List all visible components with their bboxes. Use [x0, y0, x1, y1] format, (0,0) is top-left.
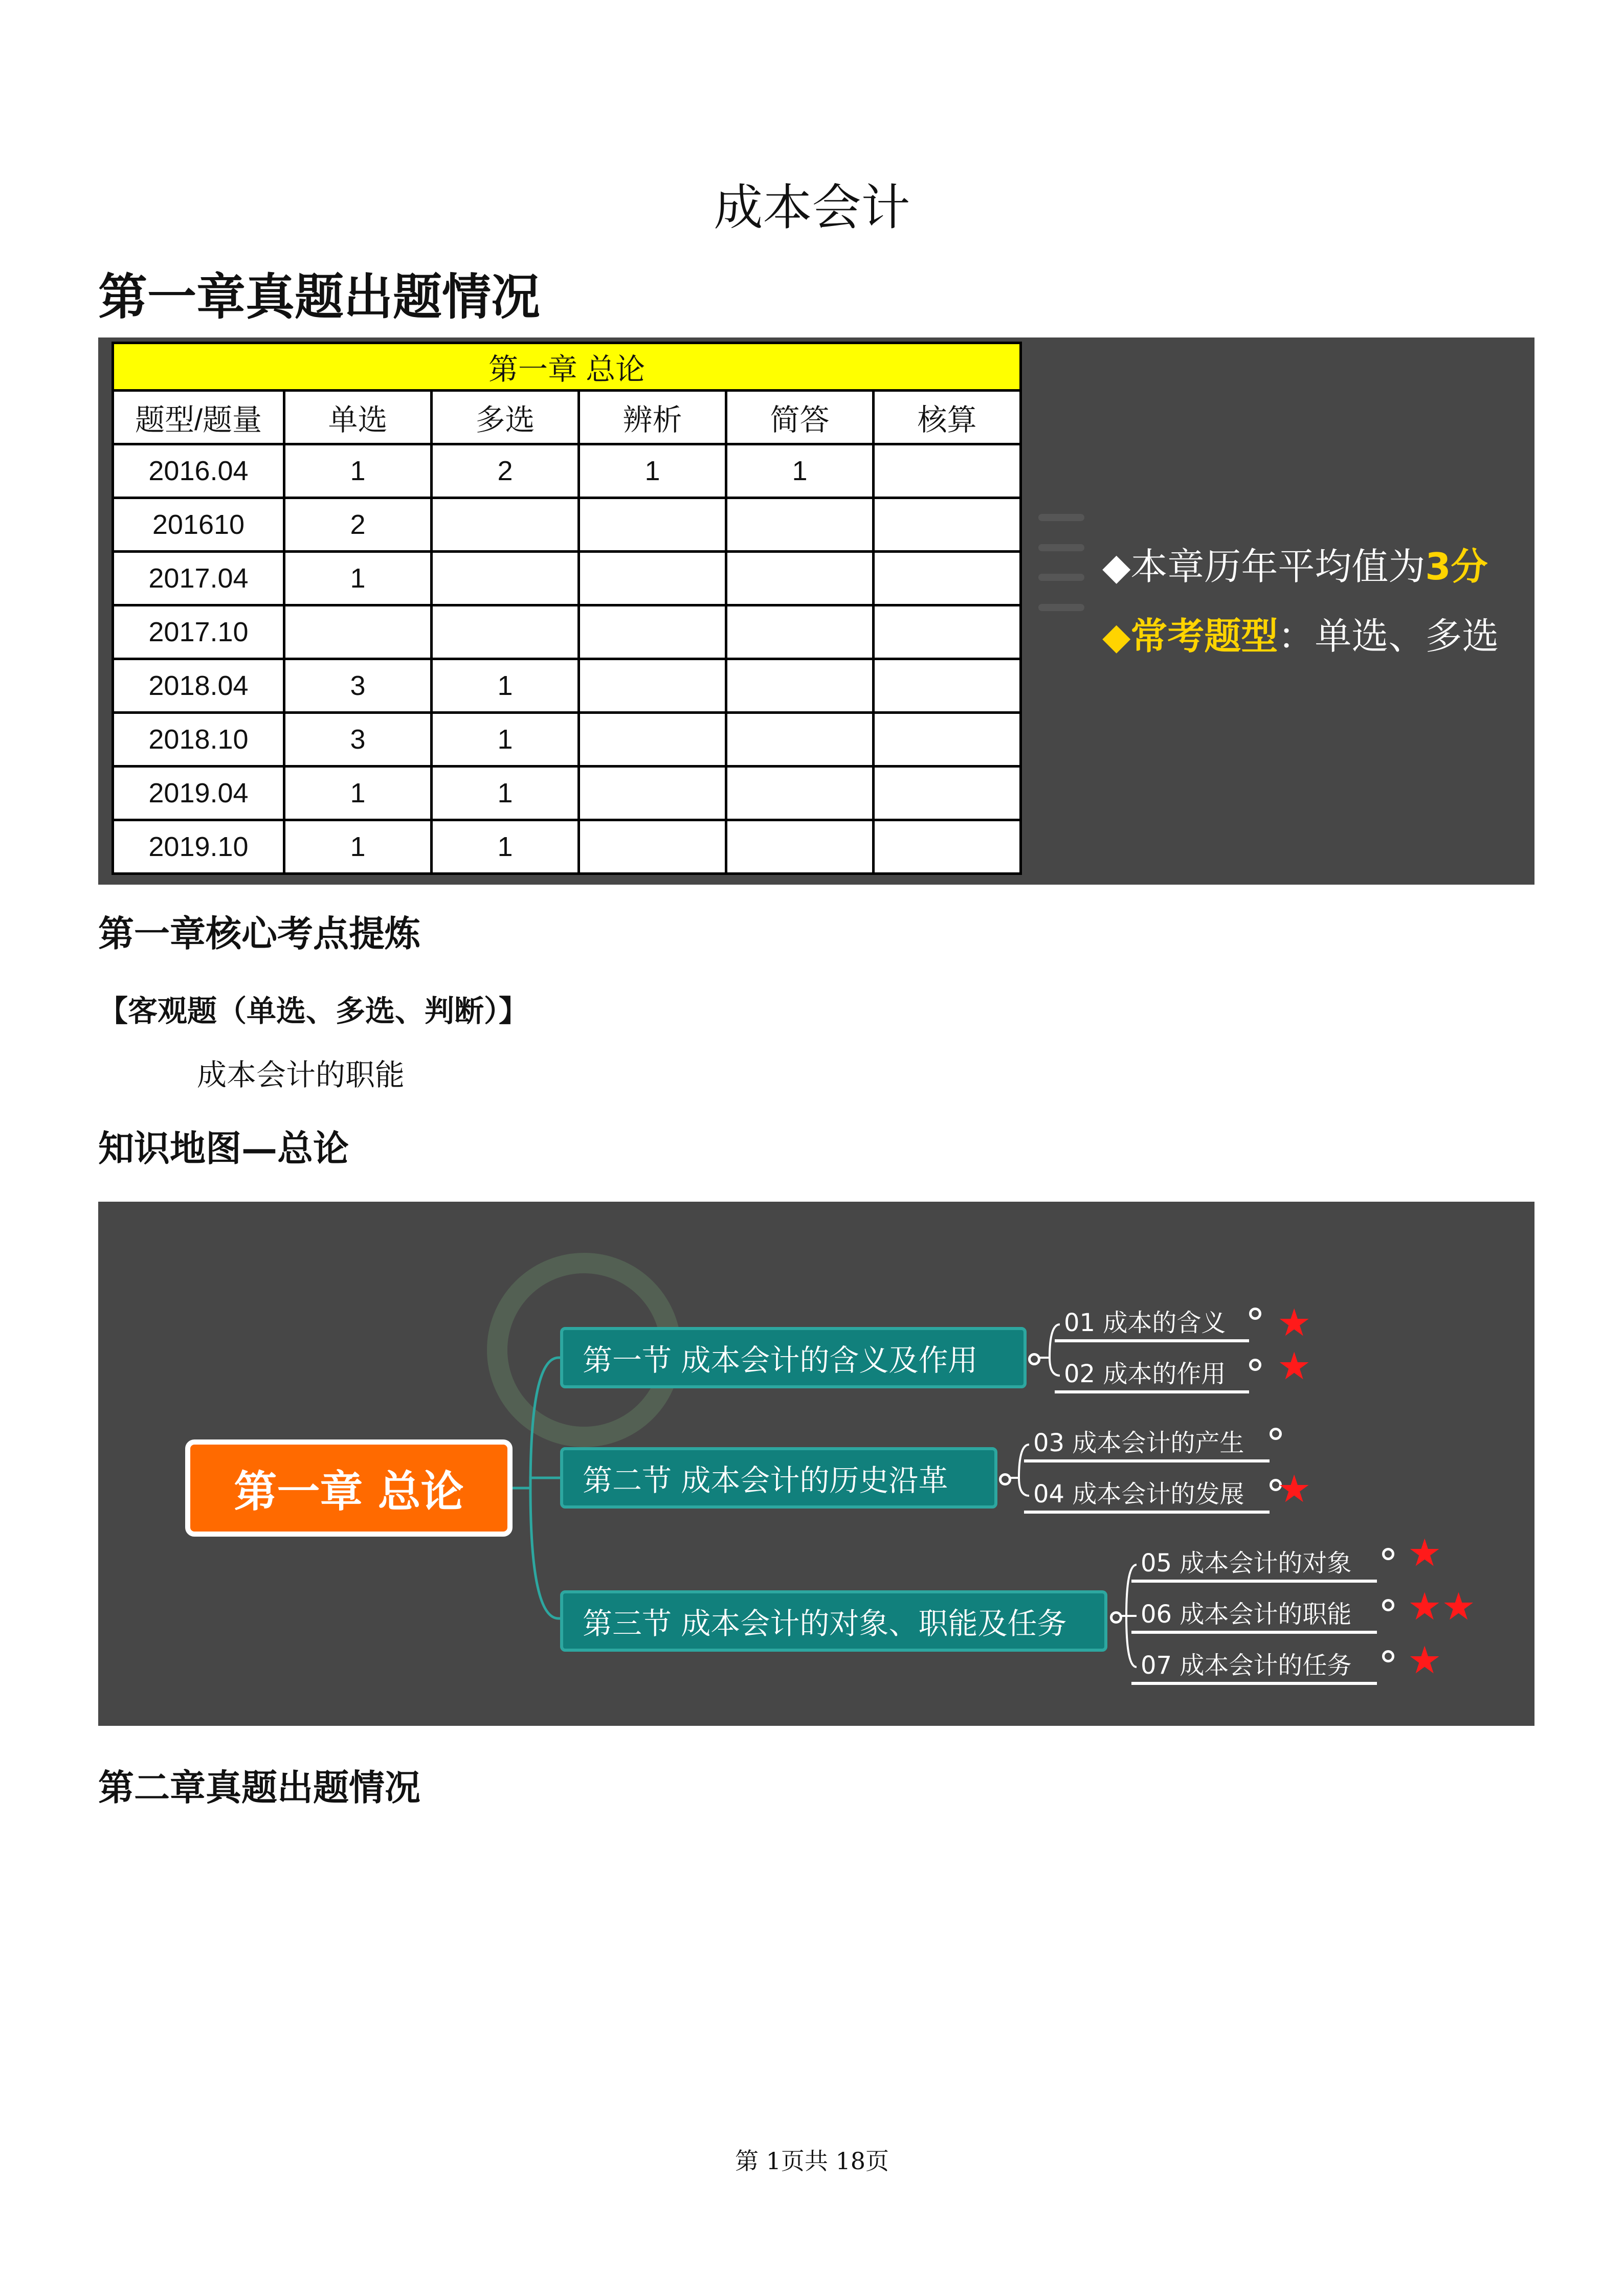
- column-header: 简答: [726, 391, 874, 444]
- importance-star-icon: ★: [1408, 1531, 1442, 1575]
- topic-dot: [1382, 1599, 1394, 1611]
- objective-item: 成本会计的职能: [197, 1057, 405, 1092]
- topic-dot: [1382, 1548, 1394, 1560]
- connector-dot: [1110, 1611, 1122, 1624]
- table-cell: 2: [284, 498, 432, 552]
- core-points-heading: 第一章核心考点提炼: [98, 912, 420, 955]
- table-cell: [579, 713, 726, 767]
- table-cell: [726, 552, 874, 605]
- table-cell: 2019.04: [113, 767, 284, 820]
- table-row: [113, 659, 1021, 713]
- topic-node: 05 成本会计的对象: [1131, 1542, 1377, 1583]
- topic-dot: [1382, 1650, 1394, 1662]
- average-score-label: ◆本章历年平均值为: [1102, 545, 1426, 588]
- table-cell: 1: [432, 820, 579, 874]
- table-cell: [726, 767, 874, 820]
- chapter1-exam-heading: 第一章真题出题情况: [98, 268, 540, 326]
- chapter2-exam-heading: 第二章真题出题情况: [98, 1766, 420, 1809]
- table-cell: 1: [432, 713, 579, 767]
- importance-star-icon: ★: [1408, 1638, 1442, 1682]
- table-cell: [579, 552, 726, 605]
- table-cell: 2: [432, 444, 579, 498]
- table-cell: 1: [284, 820, 432, 874]
- column-header: 核算: [874, 391, 1021, 444]
- table-cell: 1: [432, 767, 579, 820]
- table-cell: [874, 713, 1021, 767]
- table-cell: 3: [284, 713, 432, 767]
- table-caption: 第一章 总论: [113, 343, 1021, 391]
- average-score-line: [1102, 532, 1499, 601]
- page-footer: 第 1页共 18页: [735, 2147, 889, 2175]
- table-cell: [726, 659, 874, 713]
- section-node-3: 第三节 成本会计的对象、职能及任务: [560, 1590, 1107, 1652]
- table-cell: [726, 820, 874, 874]
- table-cell: [874, 820, 1021, 874]
- table-cell: [432, 552, 579, 605]
- table-cell: 3: [284, 659, 432, 713]
- topic-node: 04 成本会计的发展: [1024, 1473, 1270, 1514]
- section-node-2: 第二节 成本会计的历史沿革: [560, 1447, 997, 1509]
- table-cell: 201610: [113, 498, 284, 552]
- table-cell: 2019.10: [113, 820, 284, 874]
- exam-stats-table: [112, 342, 1022, 875]
- table-cell: [284, 605, 432, 659]
- table-cell: 2016.04: [113, 444, 284, 498]
- document-title: 成本会计: [714, 179, 910, 236]
- section-node-1: 第一节 成本会计的含义及作用: [560, 1327, 1027, 1388]
- importance-star-icon: ★: [1277, 1467, 1311, 1511]
- chapter-node: 第一章 总论: [185, 1439, 513, 1537]
- table-cell: 2017.10: [113, 605, 284, 659]
- table-cell: 1: [579, 444, 726, 498]
- table-row: [113, 713, 1021, 767]
- topic-node: 01 成本的含义: [1055, 1301, 1249, 1342]
- table-cell: 2018.04: [113, 659, 284, 713]
- question-types-line: [1102, 601, 1499, 671]
- table-cell: [579, 605, 726, 659]
- table-cell: 1: [284, 444, 432, 498]
- importance-star-icon: ★★: [1408, 1585, 1476, 1629]
- table-row: [113, 820, 1021, 874]
- column-header: 单选: [284, 391, 432, 444]
- topic-node: 02 成本的作用: [1055, 1353, 1249, 1393]
- topic-dot: [1249, 1308, 1261, 1320]
- table-cell: [874, 552, 1021, 605]
- table-row: [113, 444, 1021, 498]
- table-cell: 1: [726, 444, 874, 498]
- table-cell: [874, 444, 1021, 498]
- average-score-value: 3分: [1425, 545, 1488, 588]
- column-header: 题型/题量: [113, 391, 284, 444]
- knowledge-map-figure: [98, 1202, 1534, 1726]
- topic-node: 07 成本会计的任务: [1131, 1644, 1377, 1685]
- watermark-lines: [1038, 514, 1084, 611]
- table-cell: [579, 820, 726, 874]
- table-cell: 2018.10: [113, 713, 284, 767]
- topic-node: 06 成本会计的职能: [1131, 1593, 1377, 1634]
- table-cell: [874, 659, 1021, 713]
- connector-dot: [999, 1473, 1011, 1485]
- table-cell: 2017.04: [113, 552, 284, 605]
- table-cell: [874, 498, 1021, 552]
- table-cell: [726, 713, 874, 767]
- table-cell: [579, 498, 726, 552]
- table-cell: 1: [284, 552, 432, 605]
- table-row: [113, 605, 1021, 659]
- table-cell: [579, 659, 726, 713]
- table-cell: 1: [284, 767, 432, 820]
- knowledge-map-heading: 知识地图—总论: [98, 1127, 349, 1169]
- topic-dot: [1249, 1359, 1261, 1371]
- table-row: [113, 767, 1021, 820]
- topic-dot: [1270, 1428, 1282, 1440]
- objective-questions-label: 【客观题（单选、多选、判断）】: [98, 994, 529, 1028]
- topic-node: 03 成本会计的产生: [1024, 1422, 1270, 1462]
- table-cell: [874, 605, 1021, 659]
- table-cell: [432, 498, 579, 552]
- chapter-summary: [1102, 532, 1499, 671]
- column-header: 多选: [432, 391, 579, 444]
- importance-star-icon: ★: [1277, 1344, 1311, 1388]
- table-cell: 1: [432, 659, 579, 713]
- table-row: [113, 498, 1021, 552]
- column-header: 辨析: [579, 391, 726, 444]
- table-cell: [726, 498, 874, 552]
- table-cell: [432, 605, 579, 659]
- table-cell: [579, 767, 726, 820]
- table-cell: [874, 767, 1021, 820]
- question-types-value: ：单选、多选: [1278, 615, 1499, 658]
- question-types-label: ◆常考题型: [1102, 615, 1278, 658]
- connector-dot: [1028, 1353, 1040, 1365]
- table-row: [113, 552, 1021, 605]
- importance-star-icon: ★: [1277, 1301, 1311, 1345]
- table-cell: [726, 605, 874, 659]
